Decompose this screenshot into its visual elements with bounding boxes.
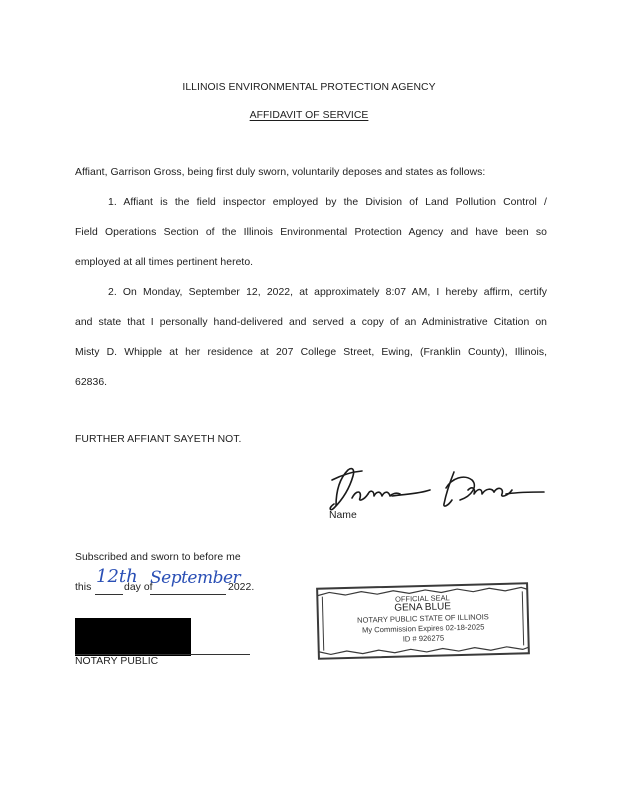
intro-paragraph: Affiant, Garrison Gross, being first duly sworn, voluntarily deposes and states as follows: — [75, 167, 486, 178]
paragraph-2-line-2: and state that I personally hand-delivered and served a copy of an Administrative Citation on — [75, 317, 547, 328]
paragraph-1-line-3: employed at all times pertinent hereto. — [75, 257, 254, 268]
notary-public-label: NOTARY PUBLIC — [75, 656, 159, 667]
subscribed-statement: Subscribed and sworn to before me — [75, 552, 241, 563]
this-label: this — [75, 582, 92, 593]
year-label: 2022. — [228, 582, 255, 593]
closing-statement: FURTHER AFFIANT SAYETH NOT. — [75, 434, 242, 445]
day-of-label: day of — [124, 582, 153, 593]
handwritten-month: September — [150, 568, 241, 588]
signature-name-label: Name — [329, 510, 357, 521]
handwritten-day: 12th — [96, 566, 138, 587]
agency-heading: ILLINOIS ENVIRONMENTAL PROTECTION AGENCY — [182, 82, 436, 93]
month-blank-line — [150, 594, 226, 595]
day-blank-line — [95, 594, 123, 595]
notary-signature-line — [75, 654, 250, 655]
document-title — [0, 110, 618, 121]
seal-id-number: ID # 926275 — [402, 633, 445, 644]
seal-notary-name: GENA BLUE — [394, 601, 452, 614]
paragraph-1-line-1: 1. Affiant is the field inspector employed by the Division of Land Pollution Control / — [108, 197, 547, 208]
paragraph-2-line-1: 2. On Monday, September 12, 2022, at approximately 8:07 AM, I hereby affirm, certify — [108, 287, 547, 298]
redacted-signature — [75, 618, 191, 656]
paragraph-2-line-3: Misty D. Whipple at her residence at 207 College Street, Ewing, (Franklin County), Illinois, — [75, 347, 547, 358]
seal-state-line: NOTARY PUBLIC STATE OF ILLINOIS — [356, 612, 489, 625]
paragraph-1-line-2: Field Operations Section of the Illinois Environmental Protection Agency and have been so — [75, 227, 547, 238]
official-seal-stamp — [315, 581, 531, 661]
paragraph-2-line-4: 62836. — [75, 377, 108, 388]
document-title-text: AFFIDAVIT OF SERVICE — [249, 110, 369, 121]
seal-commission-expiry: My Commission Expires 02-18-2025 — [361, 622, 485, 635]
seal-official-label: OFFICIAL SEAL — [394, 593, 450, 604]
